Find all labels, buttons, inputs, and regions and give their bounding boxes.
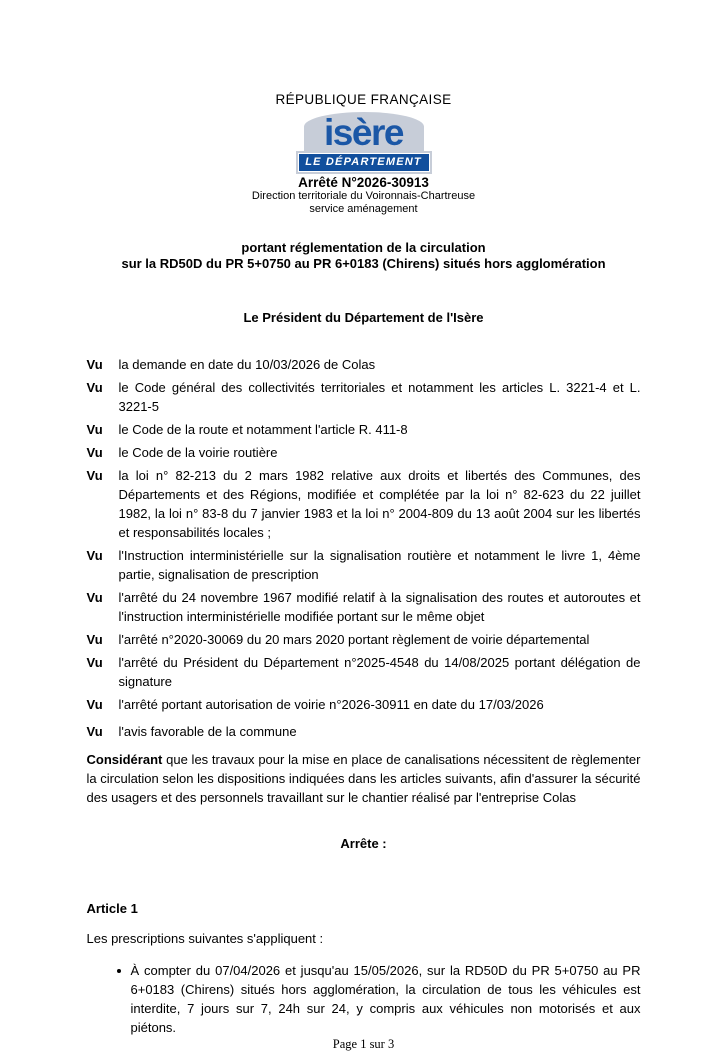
vu-label: Vu (86, 468, 103, 483)
vu-text: l'arrêté portant autorisation de voirie n°2026-30911 en date du 17/03/2026 (118, 697, 544, 712)
vu-label: Vu (86, 632, 103, 647)
subject-line-2: sur la RD50D du PR 5+0750 au PR 6+0183 (Chirens) situés hors agglomération (121, 256, 606, 271)
vu-item (87, 355, 641, 374)
vu-list (87, 355, 641, 741)
vu-item (87, 630, 641, 649)
subject-title (87, 240, 641, 272)
isere-department-logo (298, 112, 430, 172)
considerant-text: que les travaux pour la mise en place de canalisations nécessitent de règlementer la circulation selon les dispositions indiquées dans les articles suivants, afin d'assurer la sécurité des usagers et des personnels travaillant sur le chantier réalisé par l'entreprise Colas (86, 752, 641, 805)
vu-item (87, 466, 641, 542)
article-1-title: Article 1 (86, 901, 138, 916)
considerant-label: Considérant (86, 752, 163, 767)
vu-item (87, 653, 641, 691)
vu-item (87, 420, 641, 439)
vu-text: la demande en date du 10/03/2026 de Colas (118, 357, 376, 372)
logo-banner: LE DÉPARTEMENT (298, 153, 430, 172)
vu-text: la loi n° 82-213 du 2 mars 1982 relative aux droits et libertés des Communes, des Départements et des Régions, modifiée et complétée par la loi n° 82-623 du 22 juillet 1982, la loi n° 83-8 du 7 janvier 1983 et la loi n° 2004-809 du 13 août 2004 sur les libertés et responsabilités locales ; (118, 468, 641, 540)
arrete-number: Arrêté N°2026-30913 (298, 175, 429, 190)
vu-text: l'arrêté n°2020-30069 du 20 mars 2020 portant règlement de voirie départemental (118, 632, 590, 647)
vu-item (87, 378, 641, 416)
vu-text: l'arrêté du Président du Département n°2025-4548 du 14/08/2025 portant délégation de signature (118, 655, 641, 689)
document-content (87, 0, 641, 1037)
page-number: Page 1 sur 3 (332, 1037, 395, 1051)
arrete-heading: Arrête : (340, 836, 387, 851)
vu-label: Vu (86, 724, 103, 739)
vu-text: l'arrêté du 24 novembre 1967 modifié relatif à la signalisation des routes et autoroutes et l'instruction interministérielle modifiée portant sur le même objet (118, 590, 641, 624)
vu-item (87, 443, 641, 462)
vu-label: Vu (86, 422, 103, 437)
vu-text: l'avis favorable de la commune (118, 724, 297, 739)
vu-label: Vu (86, 590, 103, 605)
vu-item (87, 588, 641, 626)
vu-text: l'Instruction interministérielle sur la signalisation routière et notamment le livre 1, 4ème partie, signalisation de prescription (118, 548, 641, 582)
vu-text: le Code de la route et notamment l'article R. 411-8 (118, 422, 408, 437)
vu-label: Vu (86, 655, 103, 670)
vu-label: Vu (86, 357, 103, 372)
article-1-intro: Les prescriptions suivantes s'appliquent : (86, 931, 324, 946)
considerant-paragraph (87, 750, 641, 807)
president-heading: Le Président du Département de l'Isère (243, 310, 484, 325)
article-1-bullets (87, 961, 641, 1037)
vu-text: le Code général des collectivités territoriales et notamment les articles L. 3221-4 et L. 3221-5 (118, 380, 641, 414)
vu-label: Vu (86, 548, 103, 563)
bullet-item: À compter du 07/04/2026 et jusqu'au 15/05/2026, sur la RD50D du PR 5+0750 au PR 6+0183 (Chirens) situés hors agglomération, la circulation de tous les véhicules est interdite, 7 jours sur 7, 24h sur 24, y compris aux véhicules non motorisés et aux piétons. (130, 963, 641, 1035)
vu-item (87, 722, 641, 741)
logo-wordmark: isère (324, 112, 403, 153)
vu-item (87, 546, 641, 584)
service-line: service aménagement (309, 203, 418, 215)
vu-item (87, 695, 641, 714)
vu-label: Vu (86, 380, 103, 395)
vu-label: Vu (86, 445, 103, 460)
direction-line: Direction territoriale du Voironnais-Chartreuse (251, 190, 476, 202)
subject-line-1: portant réglementation de la circulation (241, 240, 486, 255)
republic-title: RÉPUBLIQUE FRANÇAISE (275, 92, 452, 107)
vu-label: Vu (86, 697, 103, 712)
logo-background (304, 112, 424, 153)
vu-text: le Code de la voirie routière (118, 445, 278, 460)
